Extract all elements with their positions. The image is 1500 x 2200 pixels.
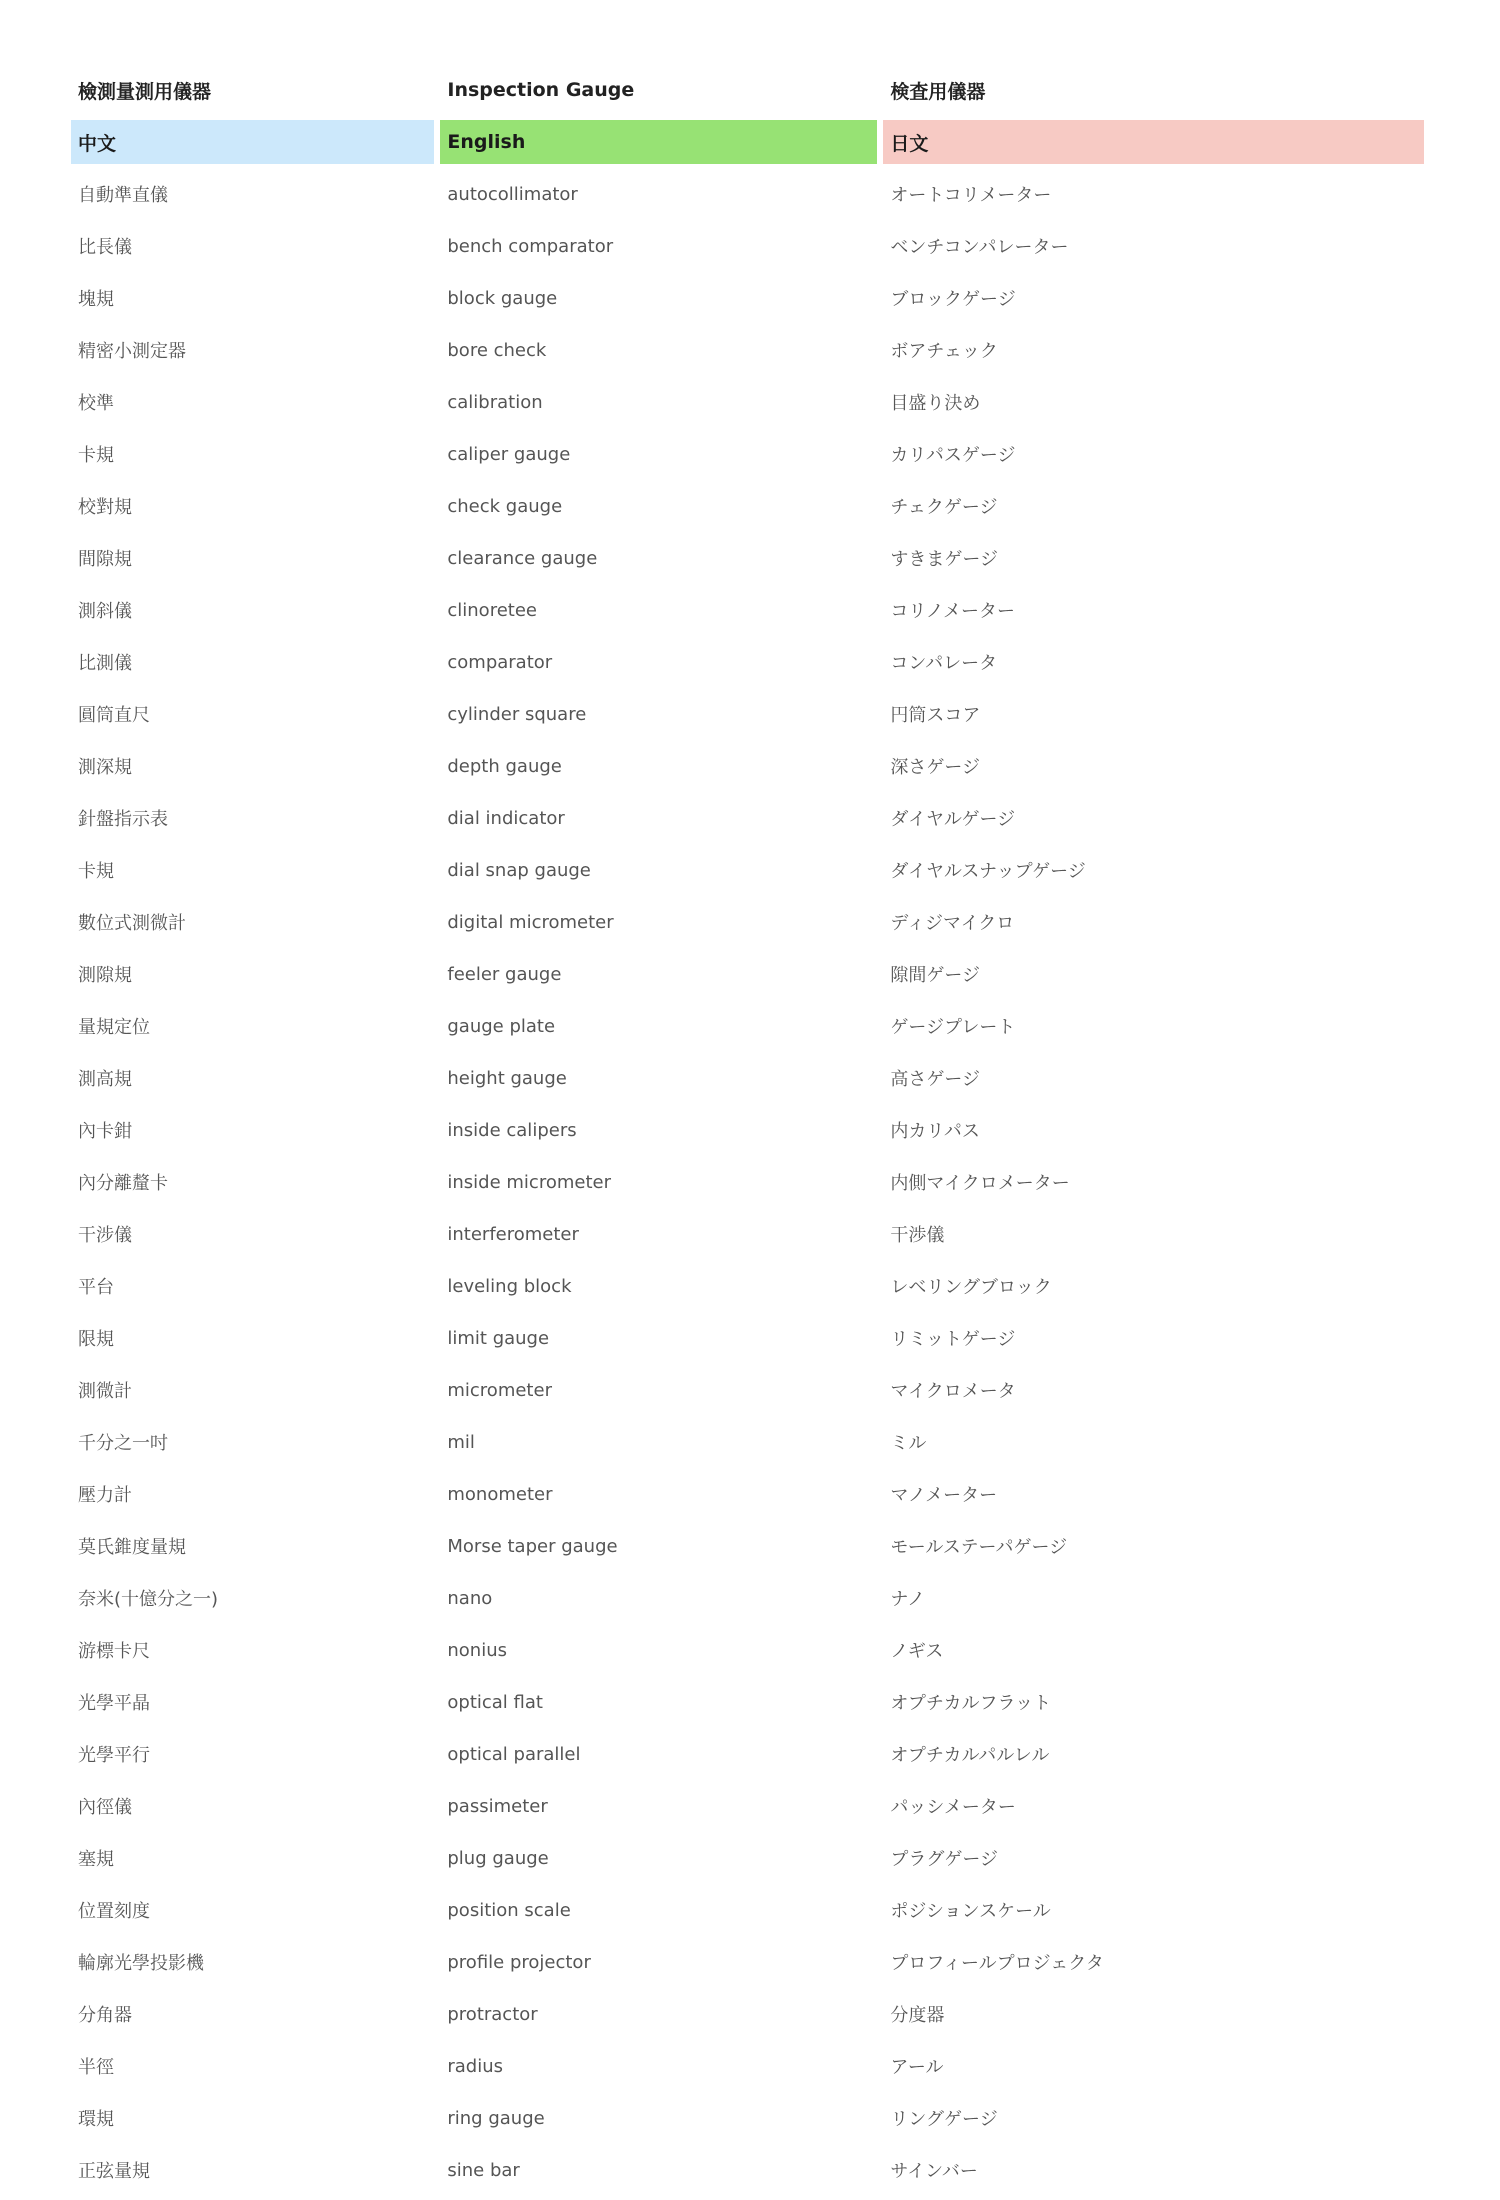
table-row [71, 792, 1424, 844]
cell-zh: 自動準直儀 [78, 185, 168, 206]
table-row [71, 1728, 1424, 1780]
cell-zh: 塊規 [78, 289, 114, 310]
cell-en: micrometer [447, 1379, 552, 1401]
table-row [71, 2144, 1424, 2196]
cell-en: mil [447, 1431, 475, 1453]
cell-ja: オプチカルパルレル [890, 1745, 1050, 1766]
cell-en: block gauge [447, 287, 558, 309]
table-row [71, 948, 1424, 1000]
cell-en: caliper gauge [447, 443, 571, 465]
cell-ja: ブロックゲージ [890, 289, 1016, 310]
title-row [71, 64, 1424, 116]
table-row [71, 1988, 1424, 2040]
cell-zh: 數位式測微計 [78, 913, 186, 934]
cell-zh: 干涉儀 [78, 1225, 132, 1246]
cell-ja: コンパレータ [890, 653, 998, 674]
table-row [71, 1364, 1424, 1416]
cell-ja: オートコリメーター [890, 185, 1052, 206]
cell-en: calibration [447, 391, 543, 413]
cell-ja: リミットゲージ [890, 1329, 1016, 1350]
table-row [71, 272, 1424, 324]
cell-zh: 輪廓光學投影機 [78, 1953, 204, 1974]
cell-ja: 深さゲージ [890, 757, 981, 778]
cell-zh: 奈米(十億分之一) [78, 1589, 219, 1610]
cell-en: optical parallel [447, 1743, 581, 1765]
cell-en: cylinder square [447, 703, 587, 725]
cell-ja: ボアチェック [890, 341, 998, 362]
table-row [71, 688, 1424, 740]
cell-zh: 校對規 [78, 497, 132, 518]
header-en: English [440, 120, 877, 164]
cell-zh: 測高規 [78, 1069, 132, 1090]
cell-en: radius [447, 2055, 504, 2077]
title-ja: 検査用儀器 [890, 80, 986, 103]
cell-en: sine bar [447, 2159, 520, 2181]
cell-en: leveling block [447, 1275, 572, 1297]
cell-en: bore check [447, 339, 547, 361]
cell-ja: すきまゲージ [890, 549, 999, 570]
cell-ja: プラグゲージ [890, 1849, 999, 1870]
cell-zh: 光學平行 [78, 1745, 150, 1766]
cell-en: check gauge [447, 495, 563, 517]
cell-zh: 卡規 [78, 445, 114, 466]
cell-zh: 莫氏錐度量規 [78, 1537, 186, 1558]
cell-ja: 円筒スコア [890, 705, 981, 726]
cell-en: plug gauge [447, 1847, 549, 1869]
cell-en: profile projector [447, 1951, 591, 1973]
cell-ja: アール [890, 2057, 944, 2078]
header-zh: 中文 [71, 120, 434, 164]
cell-ja: ノギス [890, 1641, 944, 1662]
cell-zh: 測隙規 [78, 965, 132, 986]
cell-zh: 精密小測定器 [78, 341, 186, 362]
cell-en: ring gauge [447, 2107, 545, 2129]
cell-en: clearance gauge [447, 547, 598, 569]
cell-zh: 內分離釐卡 [78, 1173, 168, 1194]
table-row [71, 1260, 1424, 1312]
table-row [71, 1208, 1424, 1260]
cell-en: optical flat [447, 1691, 543, 1713]
table-row [71, 220, 1424, 272]
cell-zh: 比測儀 [78, 653, 132, 674]
title-en: Inspection Gauge [447, 79, 635, 101]
cell-zh: 游標卡尺 [78, 1641, 150, 1662]
cell-en: gauge plate [447, 1015, 556, 1037]
table-row [71, 1000, 1424, 1052]
cell-ja: 干渉儀 [890, 1225, 945, 1246]
cell-en: dial snap gauge [447, 859, 591, 881]
table-row [71, 324, 1424, 376]
cell-zh: 平台 [78, 1277, 114, 1298]
cell-ja: ポジションスケール [890, 1901, 1051, 1922]
table-row [71, 1468, 1424, 1520]
cell-ja: マイクロメータ [890, 1381, 1016, 1402]
cell-en: Morse taper gauge [447, 1535, 618, 1557]
cell-ja: チェクゲージ [890, 497, 998, 518]
table-row [71, 428, 1424, 480]
cell-en: dial indicator [447, 807, 565, 829]
table-row [71, 1520, 1424, 1572]
cell-ja: ナノ [890, 1589, 926, 1610]
cell-en: autocollimator [447, 183, 578, 205]
table-row [71, 168, 1424, 220]
cell-zh: 壓力計 [78, 1485, 132, 1506]
header-ja: 日文 [883, 120, 1424, 164]
cell-zh: 測深規 [78, 757, 132, 778]
table-row [71, 1572, 1424, 1624]
cell-ja: プロフィールプロジェクタ [890, 1953, 1104, 1974]
cell-en: feeler gauge [447, 963, 562, 985]
cell-en: depth gauge [447, 755, 562, 777]
header-row [71, 120, 1424, 164]
cell-en: interferometer [447, 1223, 579, 1245]
cell-en: nonius [447, 1639, 507, 1661]
table-row [71, 1676, 1424, 1728]
cell-zh: 限規 [78, 1329, 114, 1350]
cell-ja: パッシメーター [890, 1797, 1016, 1818]
cell-en: bench comparator [447, 235, 614, 257]
table-row [71, 584, 1424, 636]
cell-zh: 環規 [78, 2109, 114, 2130]
cell-en: limit gauge [447, 1327, 550, 1349]
cell-zh: 圓筒直尺 [78, 705, 150, 726]
table-row [71, 1780, 1424, 1832]
cell-zh: 卡規 [78, 861, 114, 882]
cell-ja: レベリングブロック [890, 1277, 1052, 1298]
table-row [71, 896, 1424, 948]
cell-zh: 內徑儀 [78, 1797, 132, 1818]
table-row [71, 1416, 1424, 1468]
cell-ja: ダイヤルゲージ [890, 809, 1016, 830]
cell-zh: 測斜儀 [78, 601, 132, 622]
cell-en: height gauge [447, 1067, 567, 1089]
title-zh: 檢測量測用儀器 [78, 80, 212, 103]
table-row [71, 844, 1424, 896]
table-row [71, 2092, 1424, 2144]
cell-zh: 光學平晶 [78, 1693, 150, 1714]
table-row [71, 1624, 1424, 1676]
cell-ja: 内側マイクロメーター [890, 1173, 1070, 1194]
table-row [71, 1832, 1424, 1884]
cell-zh: 位置刻度 [78, 1901, 150, 1922]
cell-ja: ミル [890, 1433, 927, 1454]
table-row [71, 2040, 1424, 2092]
cell-zh: 內卡鉗 [78, 1121, 132, 1142]
cell-en: passimeter [447, 1795, 548, 1817]
cell-zh: 正弦量規 [78, 2161, 150, 2182]
cell-ja: モールステーパゲージ [890, 1537, 1068, 1558]
cell-en: protractor [447, 2003, 538, 2025]
cell-zh: 針盤指示表 [78, 809, 168, 830]
cell-zh: 塞規 [78, 1849, 114, 1870]
cell-ja: ダイヤルスナップゲージ [890, 861, 1086, 882]
cell-en: monometer [447, 1483, 553, 1505]
cell-ja: カリパスゲージ [890, 445, 1016, 466]
cell-zh: 量規定位 [78, 1017, 150, 1038]
table-row [71, 636, 1424, 688]
table-row [71, 1052, 1424, 1104]
cell-en: nano [447, 1587, 493, 1609]
cell-ja: 目盛り決め [890, 393, 981, 414]
glossary-table [71, 64, 1424, 2196]
cell-ja: 高さゲージ [890, 1069, 981, 1090]
table-row [71, 1312, 1424, 1364]
cell-zh: 半徑 [78, 2057, 114, 2078]
cell-ja: ベンチコンパレーター [890, 237, 1069, 258]
cell-en: clinoretee [447, 599, 537, 621]
table-row [71, 1936, 1424, 1988]
cell-zh: 間隙規 [78, 549, 132, 570]
table-row [71, 376, 1424, 428]
cell-ja: オプチカルフラット [890, 1693, 1052, 1714]
cell-ja: ゲージプレート [890, 1017, 1016, 1038]
cell-en: digital micrometer [447, 911, 614, 933]
cell-ja: サインバー [890, 2161, 978, 2182]
cell-zh: 千分之一吋 [78, 1433, 168, 1454]
cell-ja: 内カリパス [890, 1121, 980, 1142]
table-row [71, 1156, 1424, 1208]
cell-ja: リングゲージ [890, 2109, 998, 2130]
table-body [71, 168, 1424, 2196]
cell-zh: 比長儀 [78, 237, 132, 258]
cell-ja: ディジマイクロ [890, 913, 1015, 934]
cell-ja: 隙間ゲージ [890, 965, 981, 986]
cell-ja: 分度器 [890, 2005, 945, 2026]
cell-ja: コリノメーター [890, 601, 1015, 622]
cell-zh: 測微計 [78, 1381, 132, 1402]
cell-ja: マノメーター [890, 1485, 998, 1506]
table-row [71, 740, 1424, 792]
cell-zh: 校準 [78, 393, 114, 414]
cell-en: position scale [447, 1899, 571, 1921]
cell-en: inside calipers [447, 1119, 577, 1141]
table-row [71, 480, 1424, 532]
table-row [71, 1884, 1424, 1936]
cell-zh: 分角器 [78, 2005, 132, 2026]
cell-en: comparator [447, 651, 553, 673]
table-row [71, 1104, 1424, 1156]
table-row [71, 532, 1424, 584]
cell-en: inside micrometer [447, 1171, 611, 1193]
